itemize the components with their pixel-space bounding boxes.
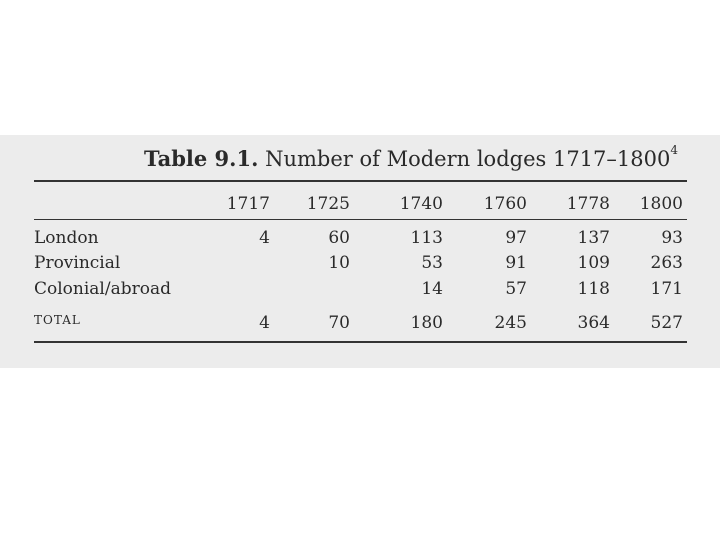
footnote-marker: 4: [670, 143, 678, 157]
column-header: 1778: [566, 194, 610, 214]
table-cell: 57: [505, 279, 527, 299]
table-cell: 113: [410, 228, 443, 248]
table-cell: 91: [505, 253, 527, 273]
table-cell: 118: [577, 279, 610, 299]
table-cell: 137: [577, 228, 610, 248]
column-header: 1760: [483, 194, 527, 214]
table-cell: 10: [328, 253, 350, 273]
row-label: Provincial: [34, 253, 121, 273]
table-cell: 171: [650, 279, 683, 299]
total-row-label: TOTAL: [34, 313, 81, 327]
table-cell: 4: [259, 228, 270, 248]
table-number: Table 9.1.: [144, 146, 259, 171]
bottom-rule: [34, 341, 687, 343]
total-cell: 527: [650, 313, 683, 333]
total-cell: 245: [494, 313, 527, 333]
table-cell: 53: [421, 253, 443, 273]
table-cell: 14: [421, 279, 443, 299]
table-cell: 93: [661, 228, 683, 248]
top-rule: [34, 180, 687, 182]
column-header: 1717: [226, 194, 270, 214]
column-header: 1800: [639, 194, 683, 214]
total-cell: 364: [577, 313, 610, 333]
table-cell: 97: [505, 228, 527, 248]
total-cell: 4: [259, 313, 270, 333]
row-label: London: [34, 228, 99, 248]
header-rule: [34, 219, 687, 220]
table-cell: 263: [650, 253, 683, 273]
table-caption: [144, 143, 678, 171]
column-header: 1740: [399, 194, 443, 214]
row-label: Colonial/abroad: [34, 279, 171, 299]
total-cell: 70: [328, 313, 350, 333]
column-header: 1725: [306, 194, 350, 214]
table-cell: 109: [577, 253, 610, 273]
table-title: Number of Modern lodges 1717–1800: [265, 147, 671, 171]
table-cell: 60: [328, 228, 350, 248]
total-cell: 180: [410, 313, 443, 333]
